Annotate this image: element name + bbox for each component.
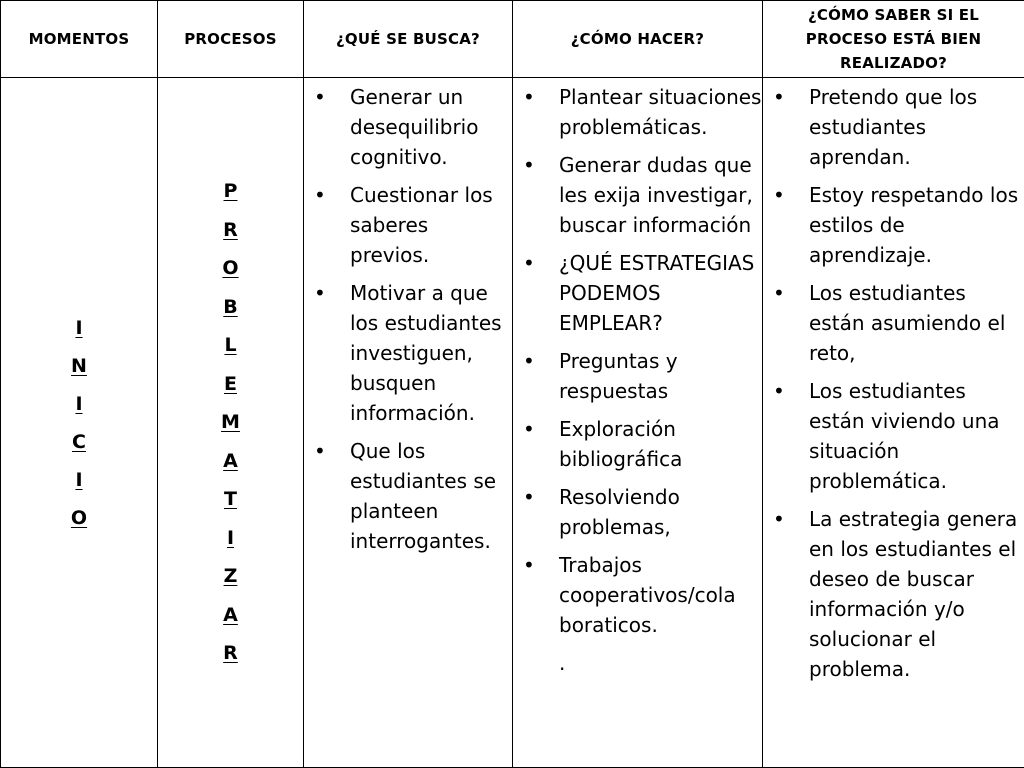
header-row — [1, 1, 1024, 78]
vertical-letter: I — [75, 468, 83, 491]
vertical-letter: M — [221, 411, 240, 434]
vertical-letter: I — [226, 526, 235, 549]
vertical-letter: O — [70, 506, 88, 529]
list-item: • Motivar a que los estudiantes investiguen, busquen información. — [304, 278, 512, 428]
list-item: • Exploración bibliográfica — [513, 414, 762, 474]
list-item: • Estoy respetando los estilos de aprendizaje. — [763, 180, 1024, 270]
vertical-letter: I — [75, 392, 83, 415]
como-saber-list — [763, 82, 1024, 684]
vertical-letter: P — [223, 180, 238, 203]
list-item: • La estrategia genera en los estudiantes el deseo de buscar información y/o solucionar el problema. — [763, 504, 1024, 684]
table-row — [1, 78, 1024, 768]
proceso-cell — [158, 78, 304, 768]
header-como-hacer: ¿CÓMO HACER? — [513, 1, 763, 78]
vertical-letter: A — [223, 603, 238, 626]
list-item: • Generar un desequilibrio cognitivo. — [304, 82, 512, 172]
vertical-letter: T — [224, 488, 237, 511]
list-item: • Los estudiantes están viviendo una situación problemática. — [763, 376, 1024, 496]
como-saber-cell — [763, 78, 1024, 768]
list-item: • Trabajos cooperativos/cola boraticos. — [513, 550, 762, 640]
vertical-letter: A — [223, 449, 238, 472]
proceso-vertical-text — [221, 172, 240, 673]
vertical-letter: O — [222, 257, 239, 280]
header-momentos: MOMENTOS — [1, 1, 158, 78]
vertical-letter: R — [223, 218, 238, 241]
list-item: • Los estudiantes están asumiendo el reto, — [763, 278, 1024, 368]
como-hacer-list — [513, 82, 762, 678]
list-item: • ¿QUÉ ESTRATEGIAS PODEMOS EMPLEAR? — [513, 248, 762, 338]
list-item: • Pretendo que los estudiantes aprendan. — [763, 82, 1024, 172]
list-item: • Plantear situaciones problemáticas. — [513, 82, 762, 142]
list-item: . — [559, 651, 566, 675]
list-item: • Resolviendo problemas, — [513, 482, 762, 542]
momento-cell — [1, 78, 158, 768]
como-hacer-cell — [513, 78, 763, 768]
header-como-saber: ¿CÓMO SABER SI EL PROCESO ESTÁ BIEN REALIZADO? — [763, 1, 1024, 78]
vertical-letter: Z — [223, 565, 238, 588]
vertical-letter: B — [223, 295, 238, 318]
header-que-se-busca: ¿QUÉ SE BUSCA? — [304, 1, 513, 78]
list-item: • Cuestionar los saberes previos. — [304, 180, 512, 270]
list-item: • Que los estudiantes se planteen interrogantes. — [304, 436, 512, 556]
vertical-letter: R — [223, 642, 238, 665]
vertical-letter: I — [75, 316, 83, 339]
vertical-letter: L — [224, 334, 237, 357]
momento-vertical-text — [71, 309, 87, 537]
que-se-busca-list — [304, 82, 512, 556]
list-item: • Generar dudas que les exija investigar, buscar información — [513, 150, 762, 240]
vertical-letter: C — [72, 430, 86, 453]
vertical-letter: N — [71, 354, 87, 377]
header-procesos: PROCESOS — [158, 1, 304, 78]
list-item: • Preguntas y respuestas — [513, 346, 762, 406]
que-se-busca-cell — [304, 78, 513, 768]
vertical-letter: E — [224, 372, 237, 395]
